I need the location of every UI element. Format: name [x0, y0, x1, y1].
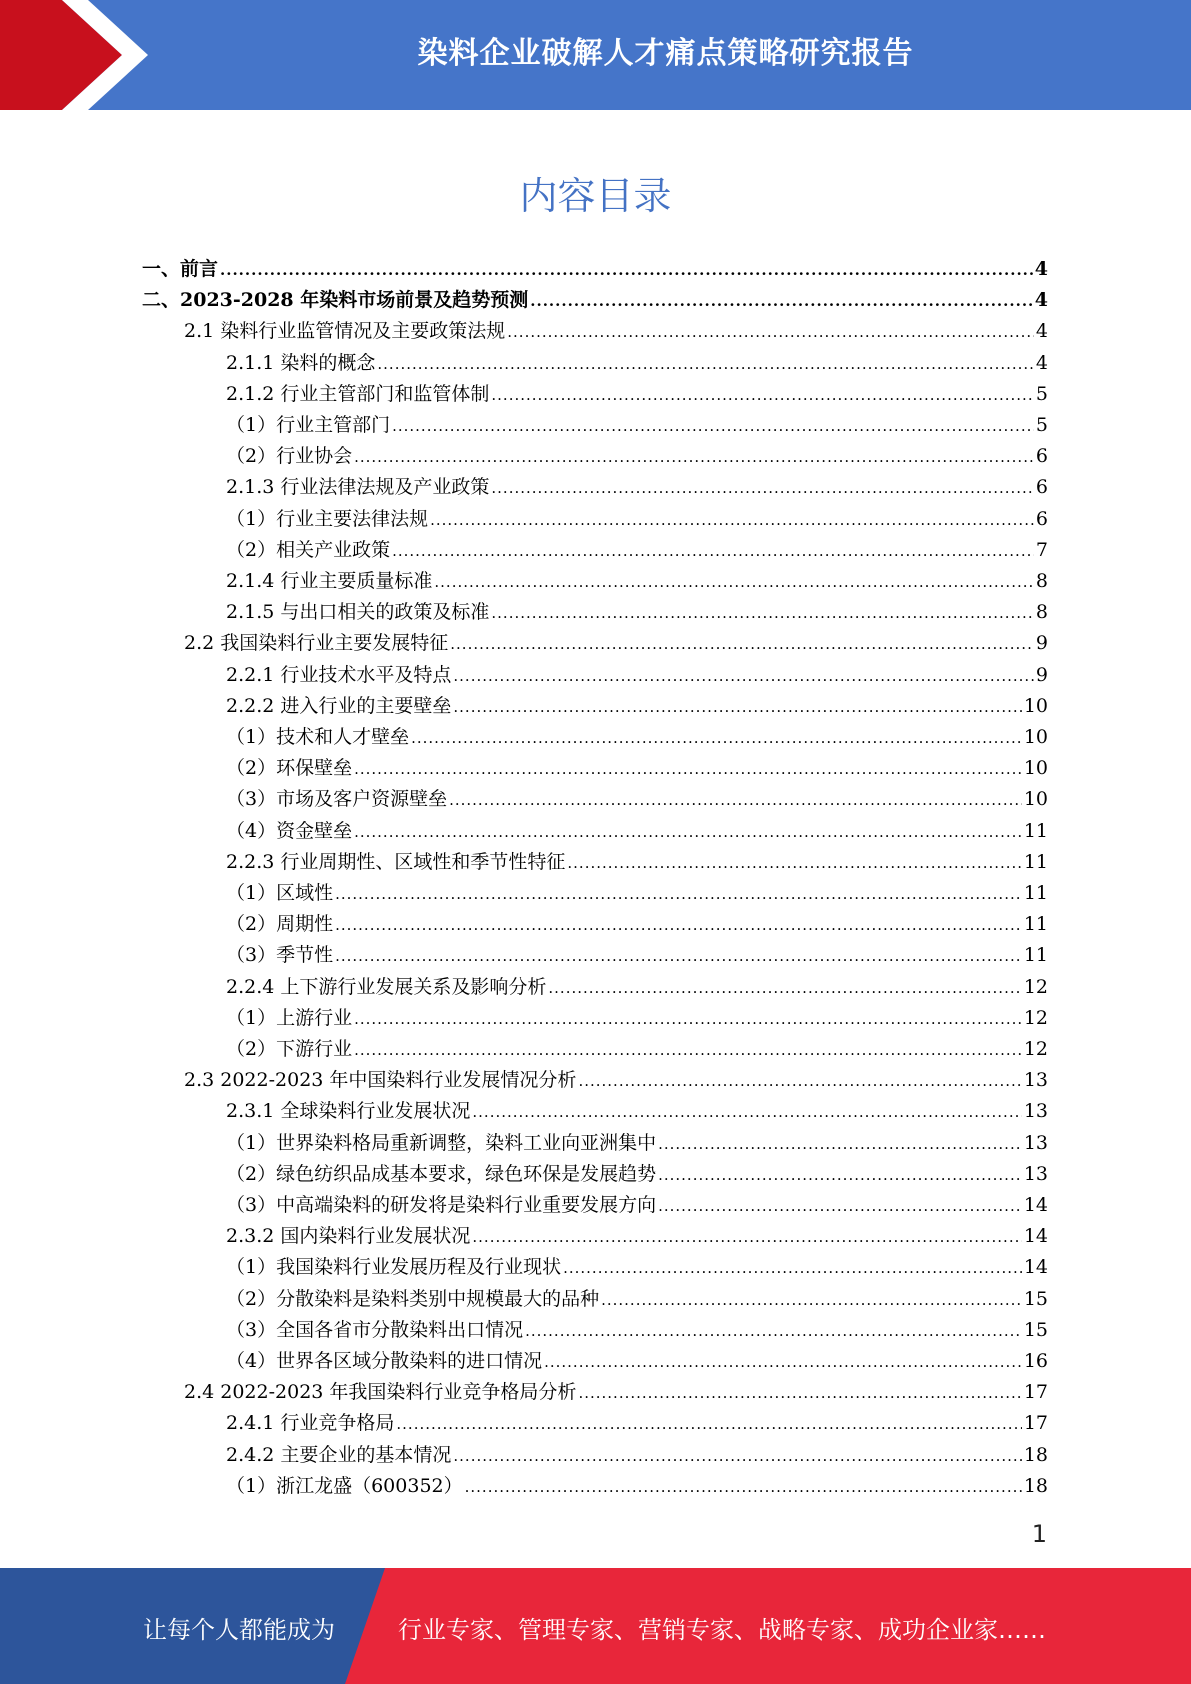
toc-entry-title: 2.2.2 进入行业的主要壁垒: [226, 694, 452, 717]
toc-entry-title: （2）环保壁垒: [226, 757, 353, 780]
toc-dot-leader: [472, 1097, 1021, 1128]
toc-entry[interactable]: [226, 878, 1048, 909]
toc-entry-page: 14: [1023, 1225, 1048, 1248]
toc-dot-leader: [354, 817, 1022, 848]
toc-entry-title: 2.2.4 上下游行业发展关系及影响分析: [226, 975, 547, 998]
toc-dot-leader: [335, 941, 1022, 972]
toc-entry[interactable]: [226, 1252, 1048, 1283]
page-number: 1: [1031, 1520, 1047, 1548]
toc-entry[interactable]: [184, 1377, 1048, 1408]
toc-entry-page: 8: [1035, 570, 1048, 592]
toc-entry-title: （2）周期性: [226, 913, 334, 936]
toc-entry-title: 2.4 2022-2023 年我国染料行业竞争格局分析: [184, 1381, 577, 1404]
toc-entry-page: 12: [1023, 975, 1048, 998]
toc-entry-page: 9: [1035, 663, 1048, 686]
toc-dot-leader: [392, 411, 1034, 442]
toc-entry[interactable]: [226, 1034, 1048, 1065]
toc-dot-leader: [354, 1035, 1022, 1066]
toc-entry-title: 2.4.1 行业竞争格局: [226, 1412, 395, 1435]
toc-entry[interactable]: [226, 1128, 1048, 1159]
toc-entry-page: 10: [1023, 694, 1048, 717]
toc-entry-title: 2.3.1 全球染料行业发展状况: [226, 1100, 471, 1123]
toc-entry[interactable]: [226, 972, 1048, 1003]
toc-entry[interactable]: [226, 784, 1048, 815]
toc-entry-page: 5: [1035, 414, 1048, 436]
toc-dot-leader: [548, 973, 1021, 1004]
toc-dot-leader: [449, 785, 1022, 816]
toc-entry-page: 6: [1035, 507, 1048, 530]
toc-entry-title: 2.1.4 行业主要质量标准: [226, 570, 433, 592]
toc-dot-leader: [491, 598, 1034, 629]
toc-dot-leader: [453, 1441, 1021, 1472]
toc-dot-leader: [377, 349, 1034, 380]
toc-entry-page: 11: [1023, 913, 1048, 936]
toc-entry-page: 12: [1023, 1006, 1048, 1029]
footer-slogan-left: 让每个人都能成为: [143, 1616, 335, 1644]
toc-entry-title: 2.2.1 行业技术水平及特点: [226, 663, 452, 686]
toc-dot-leader: [563, 1253, 1022, 1284]
toc-dot-leader: [658, 1191, 1022, 1222]
toc-dot-leader: [525, 1316, 1022, 1347]
toc-entry[interactable]: [226, 410, 1048, 441]
toc-entry[interactable]: [226, 1190, 1048, 1221]
toc-entry-title: （1）行业主要法律法规: [226, 507, 429, 530]
toc-dot-leader: [658, 1129, 1022, 1160]
toc-entry-title: （4）资金壁垒: [226, 819, 353, 842]
toc-dot-leader: [354, 754, 1022, 785]
toc-entry[interactable]: [226, 909, 1048, 940]
toc-entry[interactable]: [226, 535, 1048, 566]
toc-entry[interactable]: [226, 566, 1048, 597]
toc-entry-page: 18: [1023, 1474, 1048, 1497]
report-title: 染料企业破解人才痛点策略研究报告: [417, 36, 914, 71]
toc-entry-title: （2）行业协会: [226, 445, 353, 468]
toc-entry-title: （2）相关产业政策: [226, 538, 391, 561]
toc-dot-leader: [491, 473, 1034, 504]
toc-entry-title: （2）分散染料是染料类别中规模最大的品种: [226, 1287, 600, 1310]
toc-entry-page: 6: [1035, 445, 1048, 468]
toc-entry-page: 10: [1023, 757, 1048, 780]
toc-entry[interactable]: [226, 753, 1048, 784]
toc-dot-leader: [472, 1222, 1021, 1253]
toc-heading: 内容目录: [519, 174, 672, 218]
toc-entry-title: 2.1 染料行业监管情况及主要政策法规: [184, 320, 506, 343]
toc-entry-page: 9: [1035, 632, 1048, 655]
toc-entry-page: 4: [1035, 351, 1048, 374]
toc-entry[interactable]: [226, 1315, 1048, 1346]
toc-entry[interactable]: [226, 1159, 1048, 1190]
footer-slogan-right: 行业专家、管理专家、营销专家、战略专家、成功企业家……: [398, 1616, 1046, 1644]
toc-entry-title: （2）绿色纺织品成基本要求，绿色环保是发展趋势: [226, 1162, 657, 1185]
toc-entry[interactable]: [226, 940, 1048, 971]
toc-entry[interactable]: [226, 1221, 1048, 1252]
toc-entry-title: （2）下游行业: [226, 1038, 353, 1060]
toc-entry[interactable]: [226, 504, 1048, 535]
toc-entry-page: 5: [1035, 382, 1048, 405]
toc-entry-title: （3）全国各省市分散染料出口情况: [226, 1318, 524, 1341]
toc-entry-page: 17: [1023, 1412, 1048, 1435]
toc-entry[interactable]: [226, 1408, 1048, 1439]
toc-entry-page: 11: [1023, 819, 1048, 842]
toc-entry[interactable]: [226, 441, 1048, 472]
toc-entry-page: 13: [1023, 1131, 1048, 1154]
toc-dot-leader: [354, 1004, 1022, 1035]
toc-entry-title: （1）技术和人才壁垒: [226, 726, 410, 748]
toc-dot-leader: [544, 1347, 1022, 1378]
toc-entry-title: （1）世界染料格局重新调整，染料工业向亚洲集中: [226, 1131, 657, 1154]
toc-entry-title: 二、2023-2028 年染料市场前景及趋势预测: [142, 289, 529, 312]
toc-entry-page: 13: [1023, 1069, 1048, 1092]
toc-entry-title: （1）行业主管部门: [226, 414, 391, 436]
toc-entry-page: 11: [1023, 850, 1048, 873]
toc-entry-title: 2.1.3 行业法律法规及产业政策: [226, 476, 490, 499]
toc-dot-leader: [220, 255, 1033, 286]
toc-entry[interactable]: [226, 1096, 1048, 1127]
toc-dot-leader: [411, 723, 1022, 754]
toc-entry[interactable]: [226, 722, 1048, 753]
toc-entry-title: （3）市场及客户资源壁垒: [226, 788, 448, 811]
toc-dot-leader: [434, 567, 1034, 598]
toc-entry[interactable]: [184, 628, 1048, 659]
toc-entry[interactable]: [226, 691, 1048, 722]
toc-entry[interactable]: [226, 1003, 1048, 1034]
toc-entry[interactable]: [226, 348, 1048, 379]
toc-entry-title: （3）季节性: [226, 944, 334, 967]
toc-dot-leader: [453, 692, 1021, 723]
toc-entry-page: 11: [1023, 882, 1048, 904]
toc-entry-page: 18: [1023, 1443, 1048, 1466]
toc-entry-title: （1）上游行业: [226, 1006, 353, 1029]
toc-entry[interactable]: [226, 1440, 1048, 1471]
toc-entry-page: 13: [1023, 1162, 1048, 1185]
toc-dot-leader: [578, 1066, 1021, 1097]
toc-entry-title: 2.1.2 行业主管部门和监管体制: [226, 382, 490, 405]
toc-dot-leader: [392, 536, 1034, 567]
toc-dot-leader: [396, 1409, 1021, 1440]
toc-entry[interactable]: [184, 1065, 1048, 1096]
toc-entry-title: 2.3 2022-2023 年中国染料行业发展情况分析: [184, 1069, 577, 1092]
toc-entry[interactable]: [142, 285, 1048, 316]
toc-dot-leader: [567, 848, 1021, 879]
toc-entry-page: 8: [1035, 601, 1048, 624]
toc-entry-title: （1）我国染料行业发展历程及行业现状: [226, 1256, 562, 1279]
toc-entry-page: 10: [1023, 788, 1048, 811]
toc-entry-page: 4: [1034, 258, 1048, 280]
toc-entry[interactable]: [226, 660, 1048, 691]
toc-entry-page: 4: [1035, 320, 1048, 343]
toc-dot-leader: [335, 910, 1022, 941]
toc-entry-page: 13: [1023, 1100, 1048, 1123]
toc-dot-leader: [465, 1472, 1022, 1503]
toc-dot-leader: [335, 879, 1022, 910]
toc-entry-title: 2.1.5 与出口相关的政策及标准: [226, 601, 490, 624]
toc-entry-page: 17: [1023, 1381, 1048, 1404]
toc-dot-leader: [507, 317, 1034, 348]
toc-entry-page: 15: [1023, 1287, 1048, 1310]
toc-entry[interactable]: [226, 847, 1048, 878]
toc-entry[interactable]: [226, 597, 1048, 628]
toc-entry-title: （3）中高端染料的研发将是染料行业重要发展方向: [226, 1194, 657, 1216]
page-footer: [0, 1568, 1191, 1684]
toc-dot-leader: [430, 505, 1034, 536]
toc-dot-leader: [450, 629, 1034, 660]
toc-entry-title: 2.2 我国染料行业主要发展特征: [184, 632, 449, 655]
toc-entry[interactable]: [226, 472, 1048, 503]
toc-entry-title: （1）区域性: [226, 882, 334, 904]
toc-entry-page: 4: [1034, 289, 1048, 312]
toc-dot-leader: [491, 380, 1034, 411]
toc-entry-title: 2.4.2 主要企业的基本情况: [226, 1443, 452, 1466]
toc-entry-page: 16: [1023, 1350, 1048, 1372]
toc-entry-title: 2.2.3 行业周期性、区域性和季节性特征: [226, 850, 566, 873]
toc-entry-page: 15: [1023, 1318, 1048, 1341]
toc-entry-page: 7: [1035, 538, 1048, 561]
toc-dot-leader: [354, 442, 1034, 473]
toc-entry-title: 2.1.1 染料的概念: [226, 351, 376, 374]
toc-entry-page: 11: [1023, 944, 1048, 967]
toc-entry-page: 6: [1035, 476, 1048, 499]
toc-dot-leader: [578, 1378, 1021, 1409]
toc-dot-leader: [453, 661, 1034, 692]
toc-dot-leader: [530, 286, 1033, 317]
toc-entry-title: （4）世界各区域分散染料的进口情况: [226, 1350, 543, 1372]
toc-entry-page: 14: [1023, 1194, 1048, 1216]
toc-entry[interactable]: [226, 816, 1048, 847]
toc-dot-leader: [601, 1285, 1022, 1316]
toc-entry-title: 一、前言: [142, 258, 219, 280]
toc-entry[interactable]: [226, 1346, 1048, 1377]
toc-entry-page: 10: [1023, 726, 1048, 748]
page-header: [0, 0, 1191, 110]
toc-entry[interactable]: [226, 1471, 1048, 1502]
toc-entry-page: 12: [1023, 1038, 1048, 1060]
toc-entry-title: 2.3.2 国内染料行业发展状况: [226, 1225, 471, 1248]
toc-entry[interactable]: [226, 1284, 1048, 1315]
toc-entry[interactable]: [226, 379, 1048, 410]
toc-dot-leader: [658, 1160, 1022, 1191]
toc-entry[interactable]: [184, 316, 1048, 347]
toc-entry-title: （1）浙江龙盛（600352）: [226, 1474, 463, 1497]
toc-entry-page: 14: [1023, 1256, 1048, 1279]
toc-entry[interactable]: [142, 254, 1048, 285]
